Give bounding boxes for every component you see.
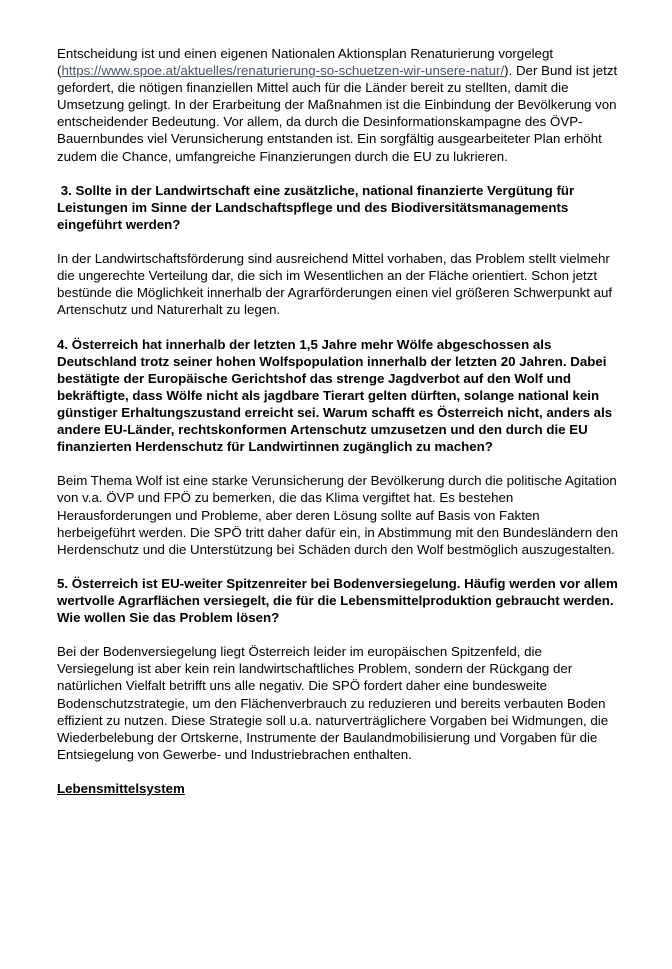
document-content xyxy=(57,45,622,814)
answer-3-paragraph: In der Landwirtschaftsförderung sind ausreichend Mittel vorhaben, das Problem stellt vielmehr die ungerechte Verteilung dar, die sich im Wesentlichen an der Fläche orientiert. Schon jetzt bestünde die Möglichkeit innerhalb der Agrarförderungen einen viel größeren Schwerpunkt auf Artenschutz und Naturerhalt zu legen. xyxy=(57,251,616,318)
spoe-renaturierung-link[interactable]: https://www.spoe.at/aktuelles/renaturierung-so-schuetzen-wir-unsere-natur/ xyxy=(61,63,505,79)
text-segment: Entscheidung ist und einen eigenen Nationalen Aktionsplan Renaturierung vorgelegt ( xyxy=(57,46,557,79)
section-heading-lebensmittelsystem: Lebensmittelsystem xyxy=(57,781,185,797)
text-segment: ). Der Bund ist jetzt gefordert, die nötigen finanziellen Mittel auch für die Länder bereit zu stellten, damit die Umsetzung gelingt. In der Erarbeitung der Maßnahmen ist die Einbindung der Bevölkerung von entscheidender Bedeutung. Vor allem, da durch die Desinformationskampagne des ÖVP-Bauernbundes viel Verunsicherung entstanden ist. Ein sorgfältig ausgearbeiteter Plan erhöht zudem die Chance, umfangreiche Finanzierungen durch die EU zu lukrieren. xyxy=(57,63,621,164)
answer-5-paragraph: Bei der Bodenversiegelung liegt Österreich leider im europäischen Spitzenfeld, die Versiegelung ist aber kein rein landwirtschaftliches Problem, sondern der Rückgang der natürlichen Vielfalt betrifft uns alle negativ. Die SPÖ fordert daher eine bundesweite Bodenschutzstrategie, um den Flächenverbrauch zu reduzieren und bereits verbauten Boden effizient zu nutzen. Diese Strategie soll u.a. naturverträglichere Vorgaben bei Widmungen, die Wiederbelebung der Ortskerne, Instrumente der Baulandmobilisierung und Vorgaben für die Entsiegelung von Gewerbe- und Industriebrachen enthalten. xyxy=(57,644,612,762)
question-5-heading: 5. Österreich ist EU-weiter Spitzenreiter bei Bodenversiegelung. Häufig werden vor allem wertvolle Agrarflächen versiegelt, die für die Lebensmittelproduktion gebraucht werden. Wie wollen Sie das Problem lösen? xyxy=(57,575,622,626)
question-3-heading: 3. Sollte in der Landwirtschaft eine zusätzliche, national finanzierte Vergütung für Leistungen im Sinne der Landschaftspflege und des Biodiversitätsmanagements eingeführt werden? xyxy=(57,182,578,232)
answer-4-paragraph: Beim Thema Wolf ist eine starke Verunsicherung der Bevölkerung durch die politische Agitation von v.a. ÖVP und FPÖ zu bemerken, die das Klima vergiftet hat. Es bestehen Herausforderungen und Probleme, aber deren Lösung sollte auf Basis von Fakten herbeigeführt werden. Die SPÖ tritt daher dafür ein, in Abstimmung mit den Bundesländern den Herdenschutz und die Unterstützung bei Schäden durch den Wolf bestmöglich auszugestalten. xyxy=(57,473,622,557)
question-4-heading: 4. Österreich hat innerhalb der letzten 1,5 Jahre mehr Wölfe abgeschossen als Deutschland trotz seiner hohen Wolfspopulation innerhalb der letzten 20 Jahren. Dabei bestätigte der Europäische Gerichtshof das strenge Jagdverbot auf den Wolf und bekräftigte, dass Wölfe nicht als jagdbare Tierart gelten dürften, solange national kein günstiger Erhaltungszustand erreicht sei. Warum schafft es Österreich nicht, anders als andere EU-Länder, rechtskonformen Artenschutz umzusetzen und den durch die EU finanzierten Herdenschutz für Landwirtinnen zugänglich zu machen? xyxy=(57,336,616,455)
intro-renaturierung-paragraph xyxy=(57,45,621,165)
